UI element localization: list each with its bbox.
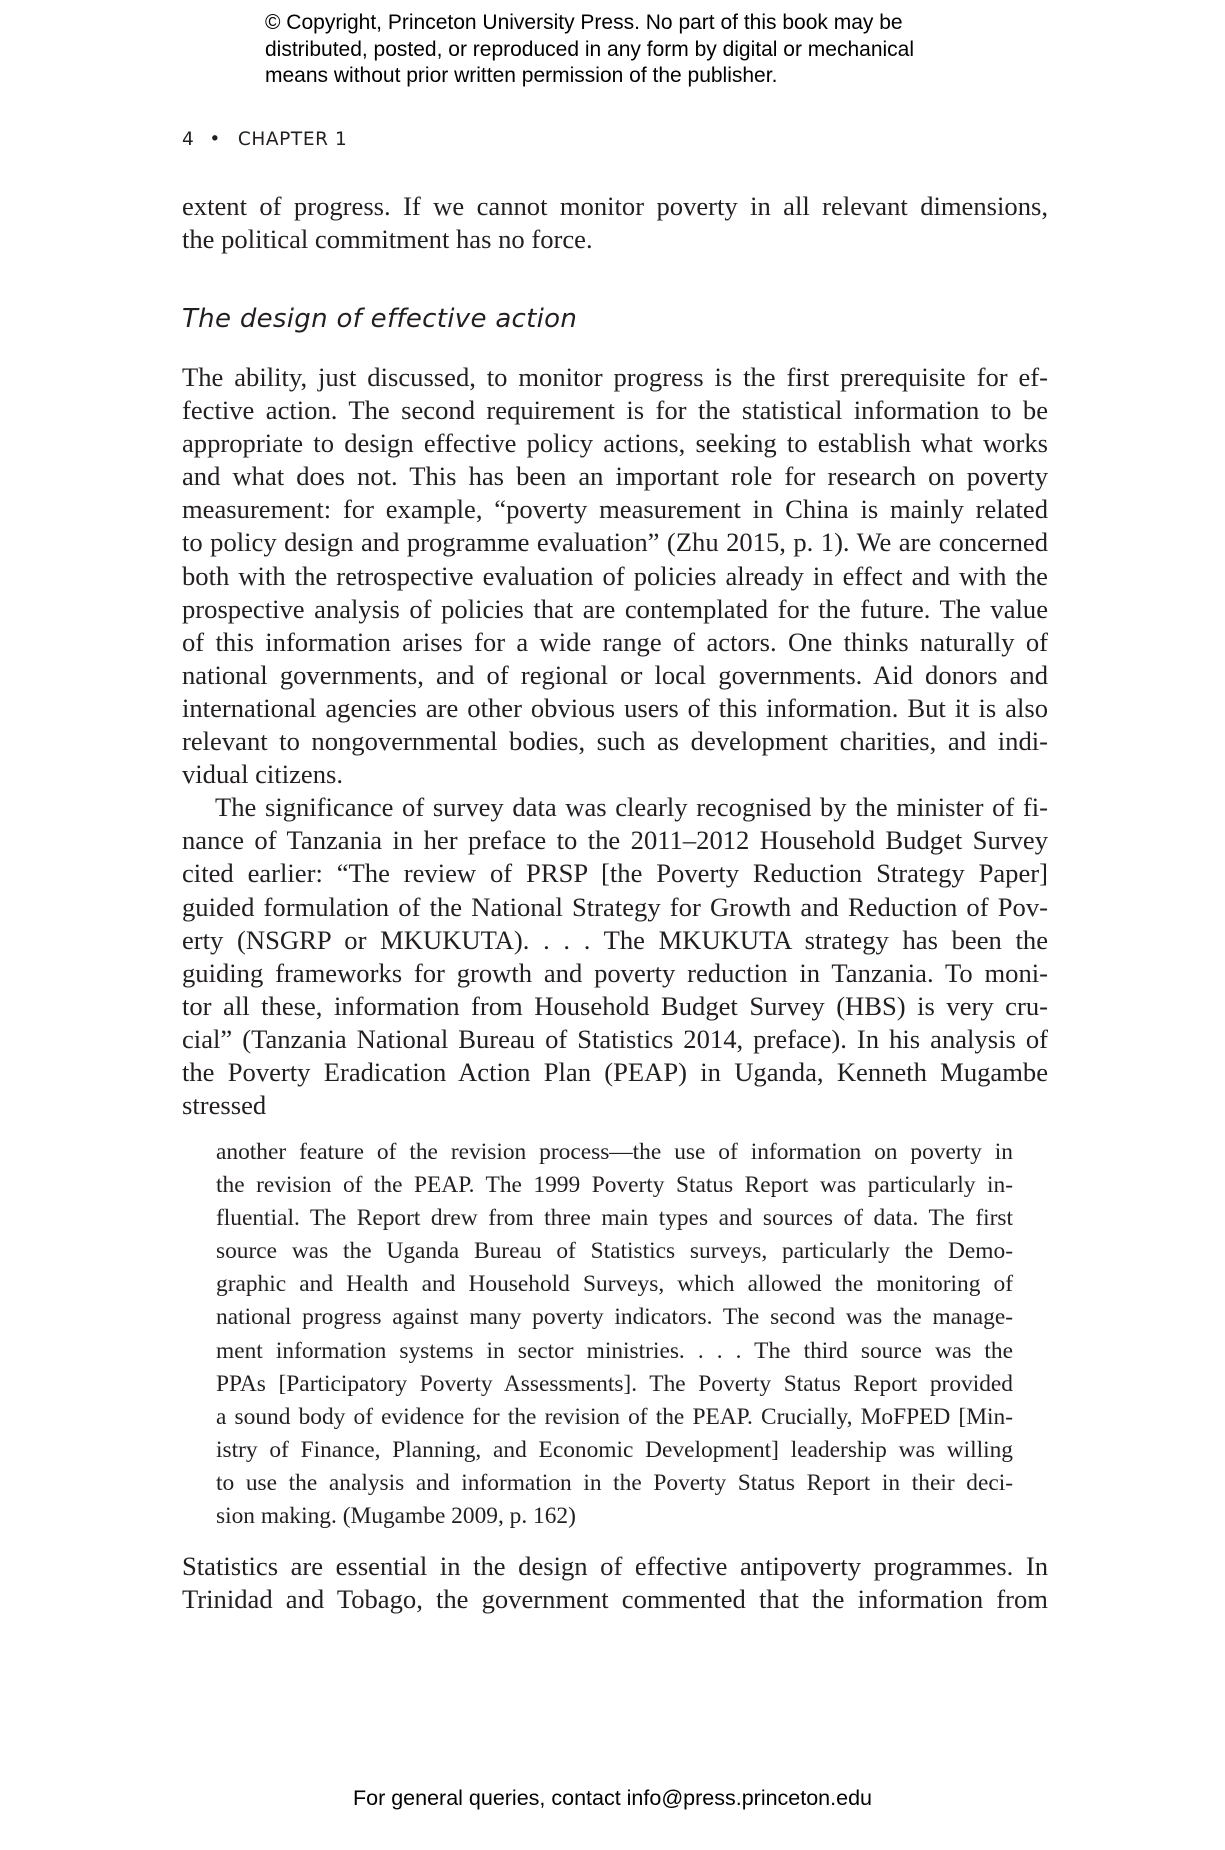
intro-paragraph	[182, 190, 1048, 256]
text-line: erty (NSGRP or MKUKUTA). . . . The MKUKUTA strategy has been the	[182, 924, 1048, 955]
quote-line: sion making. (Mugambe 2009, p. 162)	[216, 1503, 576, 1530]
quote-line: graphic and Health and Household Surveys, which allowed the monitoring of	[216, 1271, 1013, 1298]
text-line: cial” (Tanzania National Bureau of Statistics 2014, preface). In his analysis of	[182, 1023, 1048, 1054]
text-line: tor all these, information from Household Budget Survey (HBS) is very cru-	[182, 990, 1048, 1021]
text-line: national governments, and of regional or local governments. Aid donors and	[182, 659, 1048, 690]
copyright-line: © Copyright, Princeton University Press. No part of this book may be	[265, 11, 903, 34]
paragraph-design-effective-action	[182, 361, 1048, 1122]
running-head	[182, 129, 347, 150]
text-line: to policy design and programme evaluation” (Zhu 2015, p. 1). We are concerned	[182, 527, 1048, 558]
quote-line: another feature of the revision process—the use of information on poverty in	[216, 1139, 1013, 1165]
text-line: vidual citizens.	[182, 759, 343, 790]
quote-line: istry of Finance, Planning, and Economic Development] leadership was willing	[216, 1436, 1013, 1463]
quote-line: to use the analysis and information in the Poverty Status Report in their deci-	[216, 1469, 1013, 1496]
quote-line: ment information systems in sector ministries. . . . The third source was the	[216, 1337, 1013, 1364]
quote-line: the revision of the PEAP. The 1999 Poverty Status Report was particularly in-	[216, 1172, 1013, 1199]
text-line: guided formulation of the National Strategy for Growth and Reduction of Pov-	[182, 891, 1048, 922]
text-line: measurement: for example, “poverty measurement in China is mainly related	[182, 494, 1048, 525]
text-line: relevant to nongovernmental bodies, such as development charities, and indi-	[182, 726, 1048, 757]
text-line: the Poverty Eradication Action Plan (PEAP) in Uganda, Kenneth Mugambe	[182, 1056, 1048, 1087]
quote-line: a sound body of evidence for the revision of the PEAP. Crucially, MoFPED [Min-	[216, 1403, 1013, 1430]
section-heading: The design of effective action	[182, 304, 578, 334]
text-line: and what does not. This has been an important role for research on poverty	[182, 461, 1048, 492]
paragraph-statistics-essential	[182, 1550, 1048, 1616]
quote-line: fluential. The Report drew from three main types and sources of data. The first	[216, 1205, 1013, 1232]
running-head-separator: •	[209, 129, 221, 150]
text-line: fective action. The second requirement is for the statistical information to be	[182, 395, 1048, 426]
text-line: nance of Tanzania in her preface to the 2011–2012 Household Budget Survey	[182, 825, 1048, 856]
copyright-notice	[265, 10, 1025, 90]
text-line: of this information arises for a wide range of actors. One thinks naturally of	[182, 626, 1048, 657]
copyright-line: means without prior written permission of the publisher.	[265, 64, 778, 87]
text-line: The ability, just discussed, to monitor progress is the first prerequisite for ef-	[182, 362, 1048, 392]
text-line: extent of progress. If we cannot monitor poverty in all relevant dimensions,	[182, 191, 1048, 221]
quote-line: source was the Uganda Bureau of Statistics surveys, particularly the Demo-	[216, 1238, 1013, 1265]
text-line: Trinidad and Tobago, the government commented that the information from	[182, 1584, 1048, 1615]
page-number: 4	[182, 129, 195, 150]
text-line: international agencies are other obvious users of this information. But it is also	[182, 692, 1048, 723]
block-quote	[216, 1136, 1013, 1533]
text-line: prospective analysis of policies that are contemplated for the future. The value	[182, 593, 1048, 624]
text-line: cited earlier: “The review of PRSP [the Poverty Reduction Strategy Paper]	[182, 858, 1048, 889]
text-line: both with the retrospective evaluation of policies already in effect and with the	[182, 560, 1048, 591]
copyright-line: distributed, posted, or reproduced in any form by digital or mechanical	[265, 37, 915, 61]
footer-contact: For general queries, contact info@press.princeton.edu	[352, 1786, 872, 1810]
quote-line: PPAs [Participatory Poverty Assessments]. The Poverty Status Report provided	[216, 1370, 1013, 1397]
text-line: the political commitment has no force.	[182, 224, 593, 255]
text-line: Statistics are essential in the design of effective antipoverty programmes. In	[182, 1551, 1048, 1581]
text-line: stressed	[182, 1090, 267, 1121]
chapter-label: CHAPTER 1	[237, 129, 348, 150]
text-line: appropriate to design effective policy actions, seeking to establish what works	[182, 428, 1048, 459]
text-line: The significance of survey data was clearly recognised by the minister of fi-	[215, 792, 1048, 823]
text-line: guiding frameworks for growth and poverty reduction in Tanzania. To moni-	[182, 957, 1048, 988]
quote-line: national progress against many poverty indicators. The second was the manage-	[216, 1304, 1013, 1331]
